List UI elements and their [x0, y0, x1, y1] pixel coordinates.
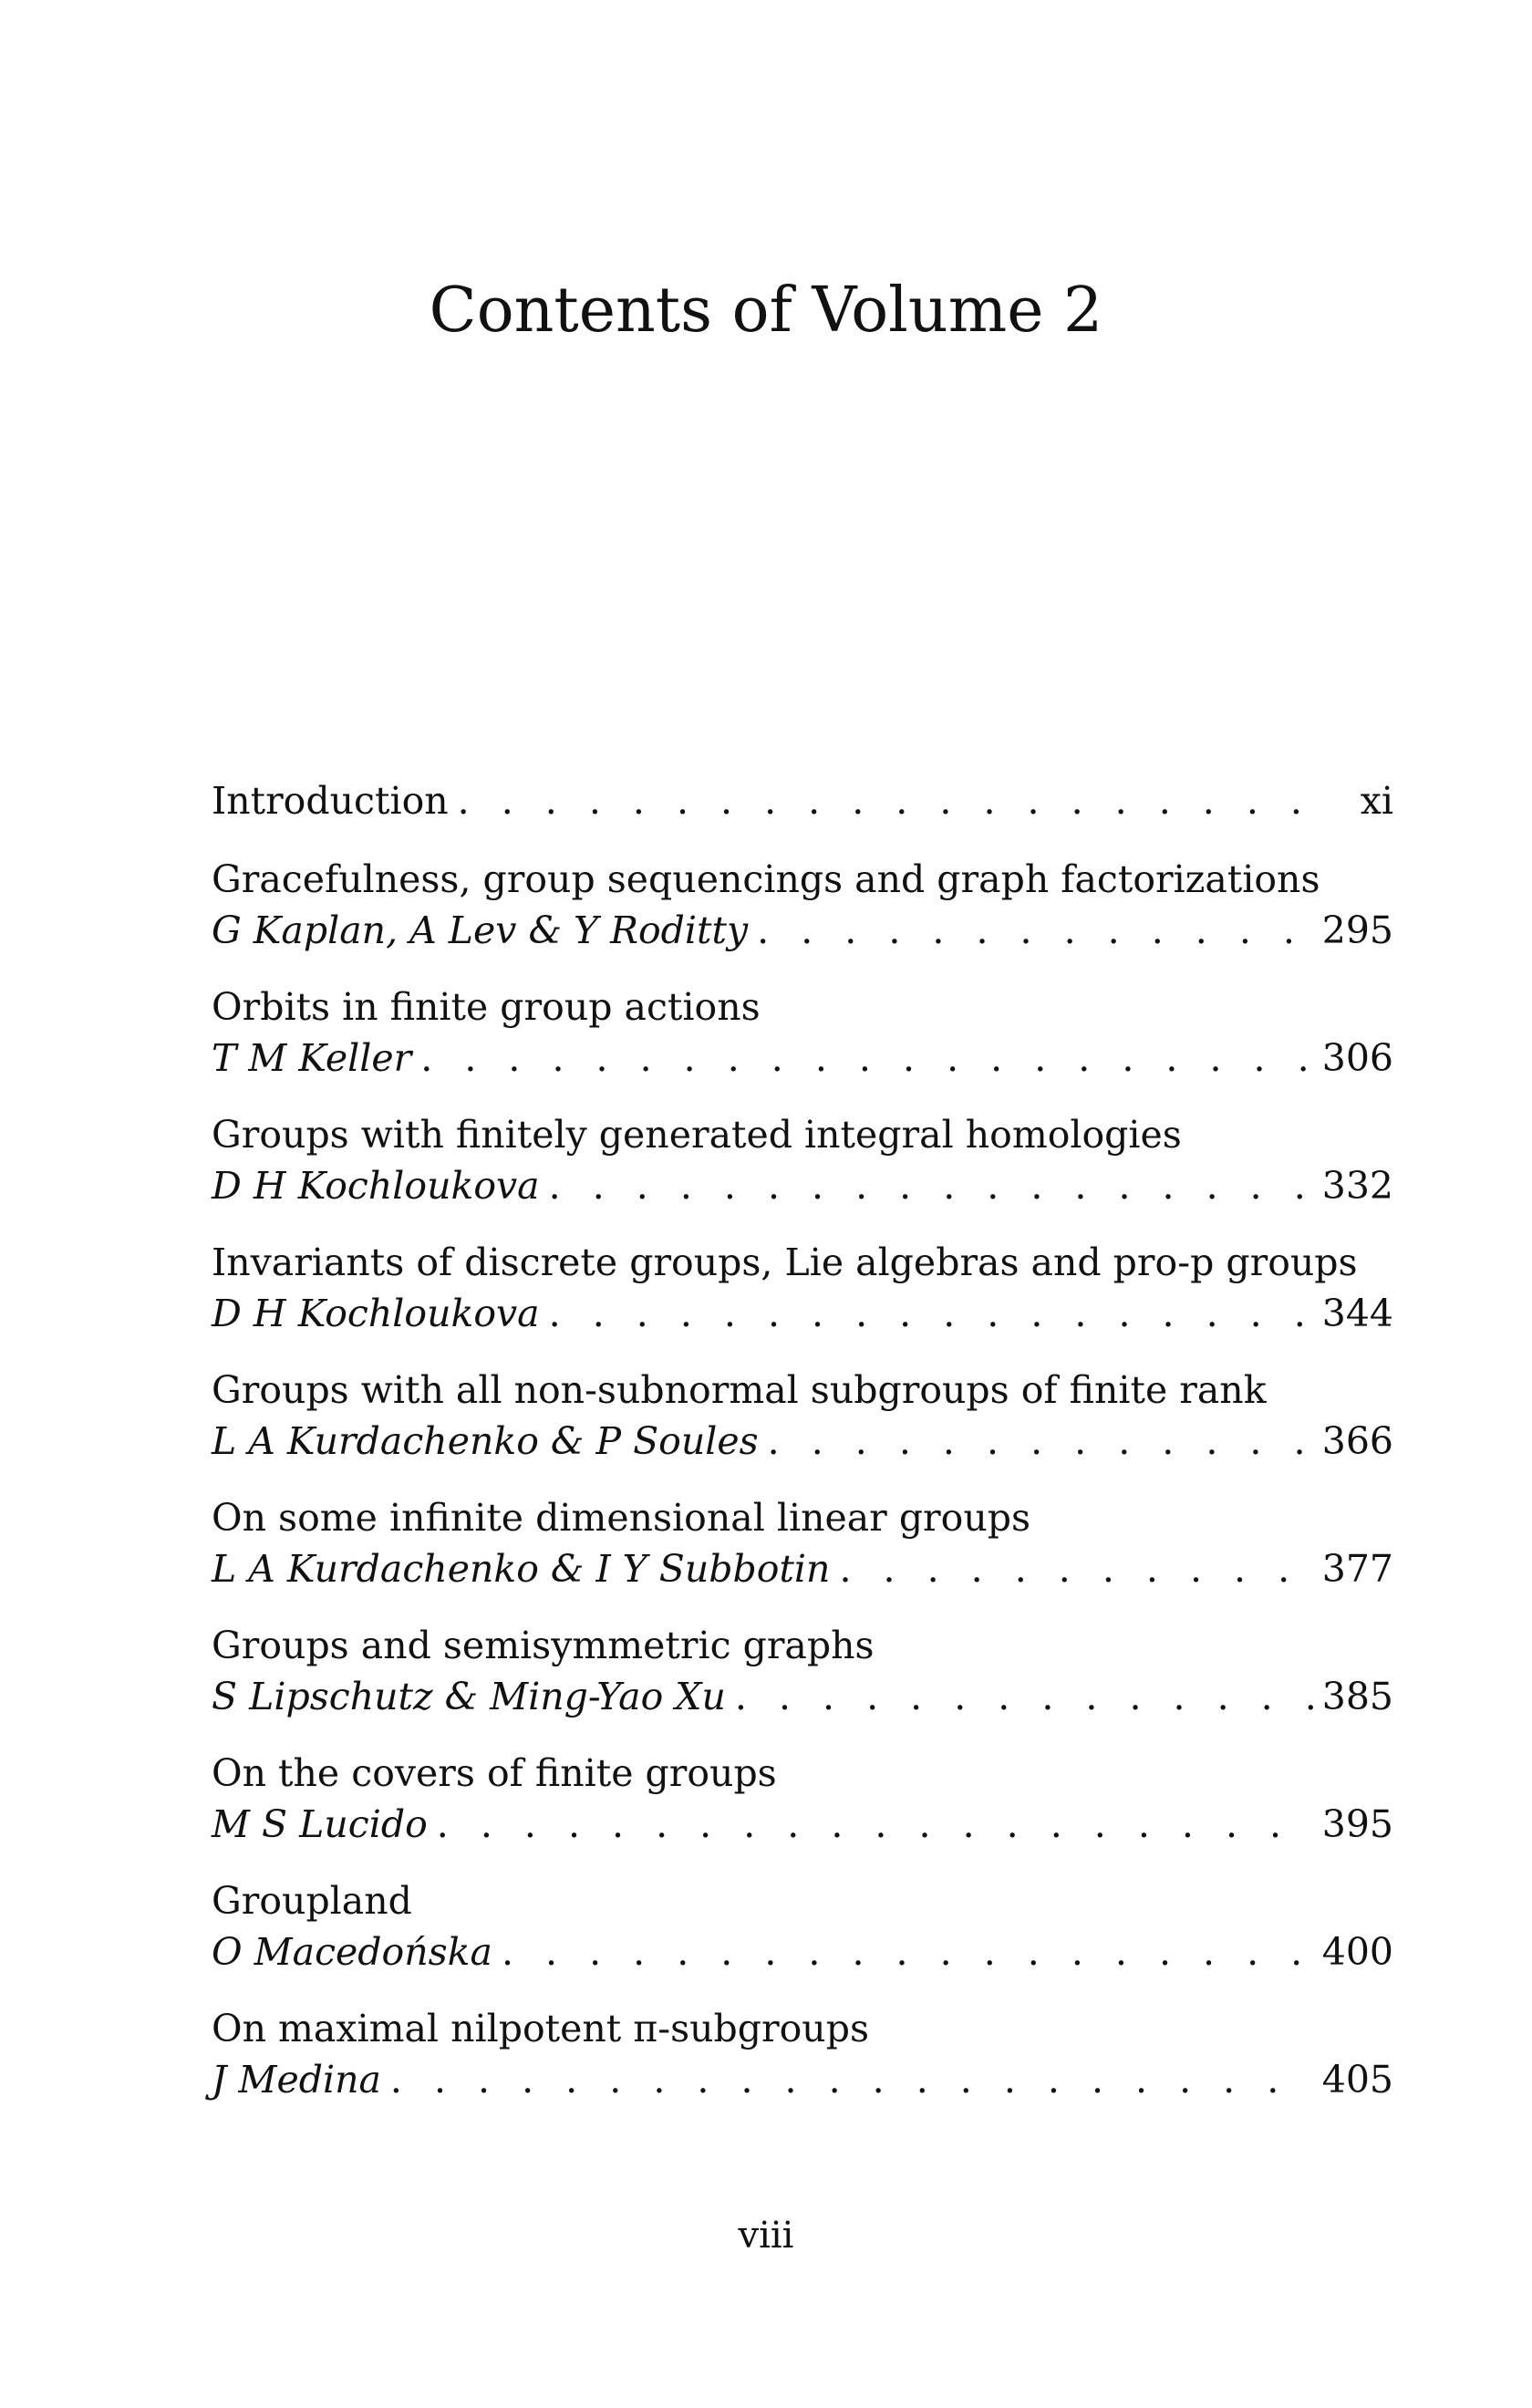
- toc-entry-title: Groups with all non-subnormal subgroups of finite rank: [212, 1368, 1267, 1412]
- dot-leader: [458, 775, 1320, 826]
- toc-entry[interactable]: [212, 1237, 1393, 1339]
- toc-entry-title: Groups and semisymmetric graphs: [212, 1624, 875, 1667]
- toc-entry-authors: G Kaplan, A Lev & Y Roditty: [212, 908, 749, 952]
- toc-page-number: xi: [1360, 779, 1393, 823]
- dot-leader: [420, 1033, 1312, 1084]
- toc-page-number: 395: [1321, 1802, 1393, 1846]
- dot-leader: [549, 1160, 1313, 1211]
- dot-leader: [390, 2054, 1313, 2105]
- toc-entry[interactable]: [212, 1492, 1393, 1594]
- dot-leader: [437, 1799, 1313, 1850]
- toc-page-number: 306: [1321, 1036, 1393, 1080]
- toc-entry-title: On the covers of finite groups: [212, 1751, 777, 1795]
- toc-entry-introduction[interactable]: [212, 775, 1393, 826]
- dot-leader: [839, 1543, 1312, 1594]
- toc-entry[interactable]: [212, 854, 1393, 956]
- toc-entry[interactable]: [212, 1748, 1393, 1850]
- toc-entry-title: Gracefulness, group sequencings and graph factorizations: [212, 857, 1320, 901]
- toc-entry-authors: L A Kurdachenko & I Y Subbotin: [212, 1547, 831, 1591]
- toc-entry[interactable]: [212, 2003, 1393, 2105]
- toc-page-number: 377: [1321, 1547, 1393, 1591]
- toc-entry-title: Groups with finitely generated integral homologies: [212, 1113, 1182, 1157]
- toc-entry[interactable]: [212, 981, 1393, 1084]
- toc-page-number: 405: [1321, 2058, 1393, 2102]
- toc-page-number: 400: [1321, 1930, 1393, 1974]
- page-number: viii: [738, 2215, 794, 2257]
- toc-entry-title: On some infinite dimensional linear groups: [212, 1496, 1031, 1540]
- toc-entry-title: On maximal nilpotent π-subgroups: [212, 2007, 870, 2050]
- dot-leader: [549, 1288, 1313, 1339]
- toc-entry-label: Introduction: [212, 779, 449, 823]
- toc-entry-authors: M S Lucido: [212, 1802, 428, 1846]
- dot-leader: [768, 1416, 1313, 1467]
- dot-leader: [757, 905, 1313, 956]
- toc-entry[interactable]: [212, 1365, 1393, 1467]
- toc-page-number: 344: [1321, 1292, 1393, 1335]
- toc-entry-title: Invariants of discrete groups, Lie algebras and pro-p groups: [212, 1240, 1358, 1284]
- page-title: Contents of Volume 2: [429, 275, 1103, 347]
- toc-entry-authors: T M Keller: [212, 1036, 412, 1080]
- toc-entry-title: Orbits in finite group actions: [212, 985, 761, 1029]
- dot-leader: [735, 1671, 1313, 1722]
- toc-entry[interactable]: [212, 1109, 1393, 1211]
- dot-leader: [502, 1926, 1313, 1977]
- toc-entry-authors: D H Kochloukova: [212, 1164, 540, 1208]
- toc-entry-authors: L A Kurdachenko & P Soules: [212, 1419, 759, 1463]
- toc-entry-title: Groupland: [212, 1879, 412, 1923]
- toc-page-number: 385: [1321, 1675, 1393, 1718]
- toc-entry[interactable]: [212, 1875, 1393, 1977]
- toc-entry-authors: O Macedońska: [212, 1930, 492, 1974]
- toc-entry-authors: S Lipschutz & Ming-Yao Xu: [212, 1675, 726, 1718]
- toc-entry[interactable]: [212, 1620, 1393, 1722]
- toc-page-number: 366: [1321, 1419, 1393, 1463]
- toc-page-number: 295: [1321, 908, 1393, 952]
- toc-entry-authors: D H Kochloukova: [212, 1292, 540, 1335]
- table-of-contents: [212, 775, 1393, 2131]
- toc-page-number: 332: [1321, 1164, 1393, 1208]
- toc-entry-authors: J Medina: [212, 2058, 381, 2102]
